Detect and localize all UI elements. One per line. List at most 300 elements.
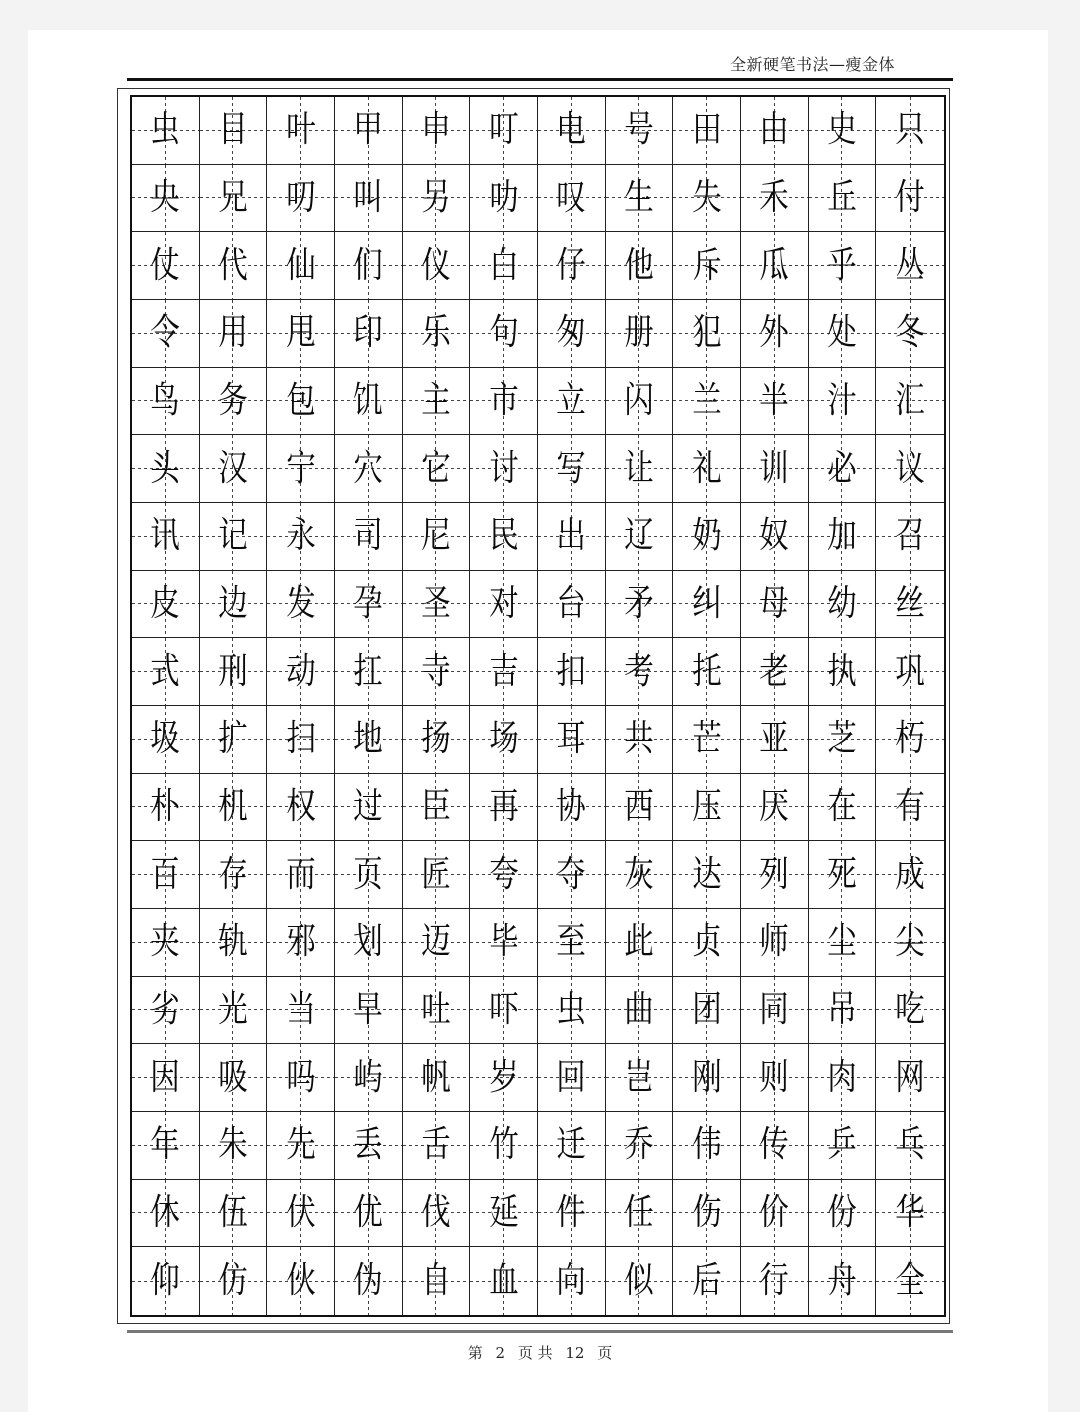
grid-cell <box>132 1112 200 1180</box>
grid-cell <box>335 909 403 977</box>
practice-character: 血 <box>488 1260 519 1302</box>
grid-cell <box>200 232 268 300</box>
grid-cell <box>538 368 606 436</box>
grid-cell <box>673 368 741 436</box>
practice-character: 用 <box>218 312 248 354</box>
practice-character: 轨 <box>218 921 248 963</box>
practice-character: 犯 <box>691 312 722 354</box>
practice-character: 伏 <box>285 1191 316 1233</box>
grid-cell <box>809 571 877 639</box>
grid-cell <box>876 1044 944 1112</box>
practice-character: 年 <box>150 1124 181 1166</box>
practice-character: 他 <box>624 244 654 286</box>
grid-cell <box>673 165 741 233</box>
grid-cell <box>267 368 335 436</box>
grid-cell <box>741 435 809 503</box>
grid-cell <box>876 571 944 639</box>
practice-character: 吊 <box>827 988 857 1030</box>
practice-character: 地 <box>353 718 384 760</box>
grid-cell <box>267 841 335 909</box>
grid-cell <box>132 977 200 1045</box>
practice-character: 们 <box>353 244 384 286</box>
grid-cell <box>132 909 200 977</box>
grid-cell <box>809 503 877 571</box>
practice-character: 半 <box>759 379 790 421</box>
practice-character: 舌 <box>421 1124 451 1166</box>
grid-cell <box>132 571 200 639</box>
practice-character: 肉 <box>827 1056 857 1098</box>
grid-cell <box>809 1112 877 1180</box>
grid-cell <box>538 774 606 842</box>
grid-cell <box>335 638 403 706</box>
grid-cell <box>335 1112 403 1180</box>
grid-cell <box>809 1044 877 1112</box>
practice-character: 帆 <box>421 1056 451 1098</box>
grid-cell <box>403 97 471 165</box>
grid-cell <box>741 706 809 774</box>
practice-character: 出 <box>556 515 587 557</box>
grid-cell <box>538 503 606 571</box>
practice-character: 写 <box>556 447 587 489</box>
practice-character: 甲 <box>353 109 384 151</box>
practice-character: 件 <box>556 1191 587 1233</box>
grid-cell <box>538 841 606 909</box>
grid-cell <box>470 1112 538 1180</box>
grid-cell <box>606 706 674 774</box>
grid-cell <box>403 1112 471 1180</box>
practice-character: 句 <box>488 312 519 354</box>
practice-character: 扩 <box>218 718 248 760</box>
grid-cell <box>132 368 200 436</box>
grid-cell <box>809 1180 877 1248</box>
grid-cell <box>809 977 877 1045</box>
grid-cell <box>741 1044 809 1112</box>
grid-cell <box>132 1180 200 1248</box>
practice-character: 由 <box>759 109 790 151</box>
practice-character: 伟 <box>691 1124 722 1166</box>
grid-cell <box>606 1247 674 1315</box>
grid-cell <box>403 1247 471 1315</box>
grid-cell <box>538 706 606 774</box>
grid-cell <box>267 165 335 233</box>
grid-cell <box>673 503 741 571</box>
practice-character: 乔 <box>624 1124 654 1166</box>
grid-cell <box>200 1112 268 1180</box>
practice-character: 西 <box>624 785 654 827</box>
grid-cell <box>267 977 335 1045</box>
practice-character: 虫 <box>150 109 181 151</box>
practice-character: 训 <box>759 447 790 489</box>
grid-cell <box>403 774 471 842</box>
practice-character: 式 <box>150 650 181 692</box>
practice-character: 吃 <box>895 988 925 1030</box>
footer-suffix: 页 <box>597 1344 613 1362</box>
practice-character: 师 <box>759 921 790 963</box>
grid-cell <box>673 1180 741 1248</box>
grid-cell <box>538 165 606 233</box>
grid-cell <box>876 706 944 774</box>
practice-character: 扫 <box>285 718 316 760</box>
practice-character: 乐 <box>421 312 451 354</box>
practice-character: 吓 <box>488 988 519 1030</box>
grid-cell <box>403 977 471 1045</box>
grid-cell <box>200 1247 268 1315</box>
grid-cell <box>876 1180 944 1248</box>
practice-character: 似 <box>624 1260 654 1302</box>
grid-cell <box>538 638 606 706</box>
practice-character: 全 <box>895 1260 925 1302</box>
grid-cell <box>335 503 403 571</box>
practice-character: 丘 <box>827 176 857 218</box>
grid-cell <box>470 638 538 706</box>
practice-character: 叫 <box>353 176 384 218</box>
grid-cell <box>538 1112 606 1180</box>
practice-character: 亚 <box>759 718 790 760</box>
grid-cell <box>741 977 809 1045</box>
grid-cell <box>673 638 741 706</box>
practice-character: 丢 <box>353 1124 384 1166</box>
practice-character: 民 <box>488 515 519 557</box>
grid-cell <box>470 774 538 842</box>
practice-character: 辽 <box>624 515 654 557</box>
grid-cell <box>335 571 403 639</box>
practice-character: 华 <box>895 1191 925 1233</box>
grid-cell <box>267 1247 335 1315</box>
practice-character: 仪 <box>421 244 451 286</box>
grid-cell <box>470 571 538 639</box>
grid-cell <box>741 503 809 571</box>
grid-cell <box>200 977 268 1045</box>
practice-character: 号 <box>624 109 654 151</box>
page-number: 2 <box>495 1344 506 1362</box>
grid-cell <box>200 435 268 503</box>
practice-character: 存 <box>218 853 248 895</box>
practice-character: 吐 <box>421 988 451 1030</box>
grid-cell <box>741 368 809 436</box>
practice-character: 母 <box>759 582 790 624</box>
grid-cell <box>606 977 674 1045</box>
practice-character: 后 <box>691 1260 722 1302</box>
practice-character: 白 <box>488 244 519 286</box>
footer-mid: 页 共 <box>517 1344 553 1362</box>
grid-cell <box>606 909 674 977</box>
grid-cell <box>538 300 606 368</box>
grid-cell <box>335 1247 403 1315</box>
grid-cell <box>741 638 809 706</box>
practice-character: 芒 <box>691 718 722 760</box>
practice-character: 过 <box>353 785 384 827</box>
practice-character: 孕 <box>353 582 384 624</box>
practice-character: 划 <box>353 921 384 963</box>
practice-character: 台 <box>556 582 587 624</box>
grid-cell <box>403 435 471 503</box>
practice-character: 岂 <box>624 1056 654 1098</box>
practice-character: 仙 <box>285 244 316 286</box>
grid-cell <box>470 909 538 977</box>
practice-character: 汁 <box>827 379 857 421</box>
grid-cell <box>809 774 877 842</box>
grid-cell <box>809 1247 877 1315</box>
practice-character: 寺 <box>421 650 451 692</box>
practice-character: 包 <box>285 379 316 421</box>
practice-character: 自 <box>421 1260 451 1302</box>
grid-cell <box>876 977 944 1045</box>
grid-cell <box>267 232 335 300</box>
practice-character: 电 <box>556 109 587 151</box>
grid-cell <box>606 503 674 571</box>
practice-character: 考 <box>624 650 654 692</box>
grid-cell <box>335 97 403 165</box>
practice-character: 价 <box>759 1191 790 1233</box>
practice-character: 迈 <box>421 921 451 963</box>
grid-cell <box>741 300 809 368</box>
grid-cell <box>876 841 944 909</box>
page-footer <box>0 1342 1080 1363</box>
practice-character: 吸 <box>218 1056 248 1098</box>
grid-cell <box>200 1044 268 1112</box>
grid-cell <box>200 774 268 842</box>
practice-character: 劣 <box>150 988 181 1030</box>
grid-cell <box>741 232 809 300</box>
grid-cell <box>267 1112 335 1180</box>
grid-cell <box>876 909 944 977</box>
practice-character: 仰 <box>150 1260 181 1302</box>
grid-cell <box>876 368 944 436</box>
practice-character: 瓜 <box>759 244 790 286</box>
practice-character: 召 <box>895 515 925 557</box>
practice-character: 灰 <box>624 853 654 895</box>
grid-cell <box>267 571 335 639</box>
grid-cell <box>403 571 471 639</box>
practice-character: 讨 <box>488 447 519 489</box>
practice-character: 汇 <box>895 379 925 421</box>
practice-character: 另 <box>421 176 451 218</box>
practice-character: 史 <box>827 109 857 151</box>
practice-character: 礼 <box>691 447 722 489</box>
grid-cell <box>200 165 268 233</box>
practice-character: 伙 <box>285 1260 316 1302</box>
grid-cell <box>470 1044 538 1112</box>
practice-character: 付 <box>895 176 925 218</box>
grid-cell <box>741 841 809 909</box>
practice-character: 死 <box>827 853 857 895</box>
grid-cell <box>809 165 877 233</box>
grid-cell <box>876 503 944 571</box>
practice-character: 屿 <box>353 1056 384 1098</box>
practice-character: 百 <box>150 853 181 895</box>
practice-character: 达 <box>691 853 722 895</box>
grid-cell <box>809 909 877 977</box>
practice-character: 机 <box>218 785 248 827</box>
practice-character: 压 <box>691 785 722 827</box>
practice-character: 饥 <box>353 379 384 421</box>
practice-character: 权 <box>285 785 316 827</box>
grid-cell <box>470 97 538 165</box>
grid-cell <box>200 503 268 571</box>
grid-cell <box>132 97 200 165</box>
grid-cell <box>267 503 335 571</box>
grid-cell <box>606 1044 674 1112</box>
grid-cell <box>470 706 538 774</box>
practice-character: 主 <box>421 379 451 421</box>
practice-character: 乓 <box>895 1124 925 1166</box>
grid-cell <box>538 435 606 503</box>
practice-character: 汉 <box>218 447 248 489</box>
practice-character: 仗 <box>150 244 181 286</box>
grid-cell <box>267 1044 335 1112</box>
grid-cell <box>470 368 538 436</box>
practice-character: 贞 <box>691 921 722 963</box>
header-rule <box>127 78 953 81</box>
grid-cell <box>470 1180 538 1248</box>
grid-cell <box>267 1180 335 1248</box>
practice-character: 向 <box>556 1260 587 1302</box>
practice-character: 议 <box>895 447 925 489</box>
grid-cell <box>673 435 741 503</box>
practice-character: 头 <box>150 447 181 489</box>
grid-cell <box>267 97 335 165</box>
practice-character: 休 <box>150 1191 181 1233</box>
grid-cell <box>200 638 268 706</box>
grid-cell <box>470 503 538 571</box>
footer-rule <box>127 1330 953 1333</box>
grid-cell <box>809 706 877 774</box>
practice-character: 巩 <box>895 650 925 692</box>
practice-character: 叹 <box>556 176 587 218</box>
practice-character: 扣 <box>556 650 587 692</box>
practice-character: 朱 <box>218 1124 248 1166</box>
practice-character: 朽 <box>895 718 925 760</box>
grid-cell <box>809 435 877 503</box>
practice-character: 伪 <box>353 1260 384 1302</box>
grid-cell <box>470 1247 538 1315</box>
grid-cell <box>673 1247 741 1315</box>
practice-character: 先 <box>285 1124 316 1166</box>
grid-cell <box>470 977 538 1045</box>
grid-cell <box>267 300 335 368</box>
grid-cell <box>335 435 403 503</box>
grid-cell <box>606 300 674 368</box>
practice-character: 列 <box>759 853 790 895</box>
practice-character: 永 <box>285 515 316 557</box>
grid-cell <box>673 571 741 639</box>
practice-character: 丝 <box>895 582 925 624</box>
practice-character: 外 <box>759 312 790 354</box>
grid-cell <box>876 774 944 842</box>
grid-cell <box>335 368 403 436</box>
grid-cell <box>606 1112 674 1180</box>
practice-character: 司 <box>353 515 384 557</box>
character-grid <box>132 97 944 1315</box>
practice-character: 穴 <box>353 447 384 489</box>
grid-cell <box>741 909 809 977</box>
practice-character: 仔 <box>556 244 587 286</box>
grid-cell <box>606 232 674 300</box>
practice-character: 此 <box>624 921 654 963</box>
practice-character: 芝 <box>827 718 857 760</box>
practice-character: 乒 <box>827 1124 857 1166</box>
practice-character: 兄 <box>218 176 248 218</box>
practice-character: 讯 <box>150 515 181 557</box>
practice-character: 至 <box>556 921 587 963</box>
practice-character: 奴 <box>759 515 790 557</box>
practice-character: 矛 <box>624 582 654 624</box>
practice-character: 它 <box>421 447 451 489</box>
practice-character: 刚 <box>691 1056 722 1098</box>
practice-character: 乎 <box>827 244 857 286</box>
grid-cell <box>741 1247 809 1315</box>
practice-character: 纠 <box>691 582 722 624</box>
practice-character: 老 <box>759 650 790 692</box>
grid-cell <box>673 232 741 300</box>
grid-cell <box>403 503 471 571</box>
grid-cell <box>403 706 471 774</box>
grid-cell <box>267 706 335 774</box>
practice-character: 则 <box>759 1056 790 1098</box>
grid-cell <box>200 368 268 436</box>
grid-cell <box>538 97 606 165</box>
practice-character: 册 <box>624 312 654 354</box>
practice-character: 立 <box>556 379 587 421</box>
grid-cell <box>673 977 741 1045</box>
practice-character: 毕 <box>488 921 519 963</box>
practice-character: 任 <box>624 1191 654 1233</box>
grid-cell <box>132 774 200 842</box>
practice-character: 央 <box>150 176 181 218</box>
practice-character: 虫 <box>556 988 587 1030</box>
grid-cell <box>335 1044 403 1112</box>
practice-sheet <box>130 95 946 1317</box>
practice-character: 幼 <box>827 582 857 624</box>
practice-character: 皮 <box>150 582 181 624</box>
practice-character: 竹 <box>488 1124 519 1166</box>
grid-cell <box>132 435 200 503</box>
grid-cell <box>876 435 944 503</box>
practice-character: 夹 <box>150 921 181 963</box>
practice-character: 动 <box>285 650 316 692</box>
grid-cell <box>876 1247 944 1315</box>
practice-character: 圣 <box>421 582 451 624</box>
practice-character: 再 <box>488 785 519 827</box>
grid-cell <box>876 638 944 706</box>
practice-character: 仿 <box>218 1260 248 1302</box>
grid-cell <box>741 571 809 639</box>
practice-character: 市 <box>488 379 519 421</box>
grid-cell <box>673 97 741 165</box>
grid-cell <box>673 1112 741 1180</box>
practice-character: 曲 <box>624 988 654 1030</box>
grid-cell <box>403 1180 471 1248</box>
practice-character: 有 <box>895 785 925 827</box>
practice-character: 伤 <box>691 1191 722 1233</box>
grid-cell <box>335 300 403 368</box>
grid-cell <box>470 841 538 909</box>
practice-character: 叻 <box>488 176 519 218</box>
practice-character: 协 <box>556 785 587 827</box>
practice-character: 舟 <box>827 1260 857 1302</box>
practice-character: 网 <box>895 1056 925 1098</box>
practice-character: 圾 <box>150 718 181 760</box>
grid-cell <box>335 841 403 909</box>
practice-character: 优 <box>353 1191 384 1233</box>
grid-cell <box>132 706 200 774</box>
grid-cell <box>132 841 200 909</box>
practice-character: 必 <box>827 447 857 489</box>
practice-character: 刑 <box>218 650 248 692</box>
grid-cell <box>132 503 200 571</box>
grid-cell <box>335 1180 403 1248</box>
grid-cell <box>809 841 877 909</box>
